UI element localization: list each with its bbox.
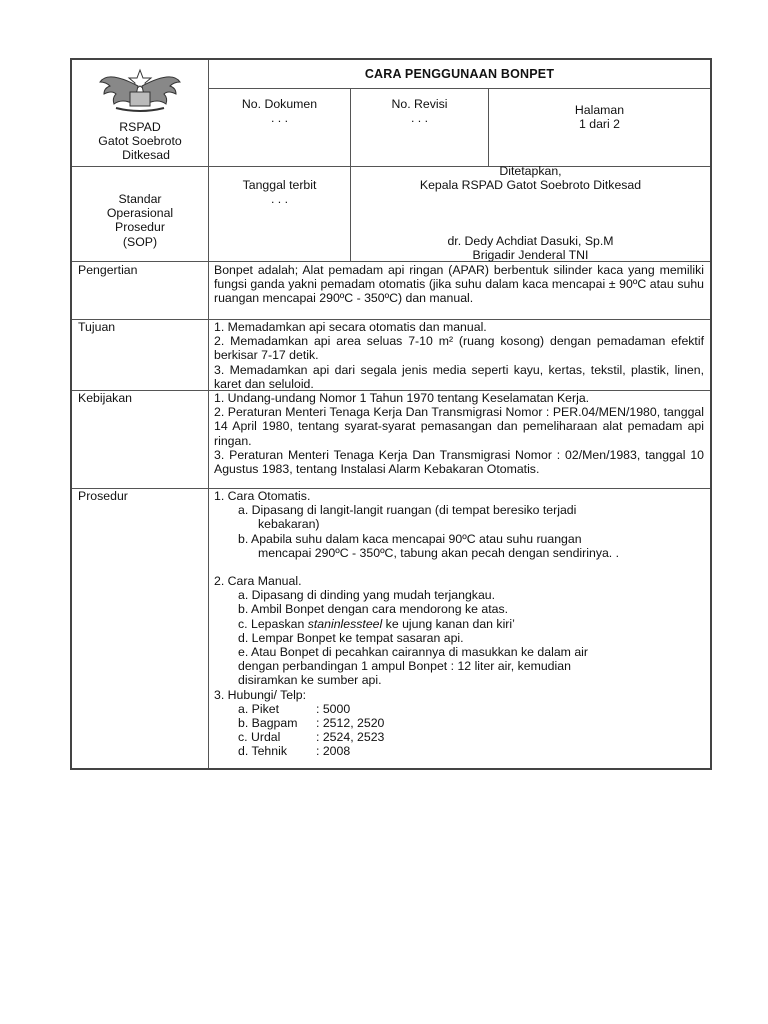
kebijakan-item: 2. Peraturan Menteri Tenaga Kerja Dan Transmigrasi Nomor : PER.04/MEN/1980, tanggal 14 April 1980, tentang syarat-syarat pemasangan dan pemeliharaan alat pemadam api ringan. [214,405,704,448]
tujuan-item: 3. Memadamkan api dari segala jenis media seperti kayu, kertas, tekstil, plastik, linen, karet dan seluloid. [214,362,704,391]
issued-date-label: Tanggal terbit [242,178,317,192]
org-name: RSPAD [119,120,161,134]
doc-number-cell [209,97,350,125]
org-name-line3: Ditkesad [122,148,170,163]
tujuan-label: Tujuan [78,320,116,334]
issued-date-value: . . . [270,192,289,207]
doc-number-label: No. Dokumen [241,97,318,111]
tujuan-list [214,320,704,391]
contact-row [214,702,704,716]
sop-line4: (SOP) [122,234,158,249]
tujuan-item: 1. Memadamkan api secara otomatis dan manual. [214,320,487,334]
signer-rank: Brigadir Jenderal TNI [472,248,589,263]
approval-cell [351,164,710,192]
contact-value: : 2008 [316,744,351,759]
manual-heading: 2. Cara Manual. [214,574,302,589]
contact-row [214,730,704,744]
revision-cell [351,97,488,125]
manual-step-a: a. Dipasang di dinding yang mudah terjangkau. [238,588,496,603]
kebijakan-list [214,391,704,476]
pengertian-label: Pengertian [78,263,138,277]
page-cell [489,103,710,131]
pengertian-text: Bonpet adalah; Alat pemadam api ringan (APAR) berbentuk silinder kaca yang memiliki fungsi ganda yakni pemadam otomatis (jika suhu dalam kaca mencapai ± 90ºC atau suhu ruangan mencapai 290ºC - 350ºC) dan manual. [214,263,704,306]
signer-block [351,234,710,262]
sop-line2: Operasional [106,206,174,221]
approved-label: Ditetapkan, [499,164,562,178]
kebijakan-item: 1. Undang-undang Nomor 1 Tahun 1970 tentang Keselamatan Kerja. [214,391,590,405]
document-title: CARA PENGGUNAAN BONPET [364,67,555,81]
approved-title: Kepala RSPAD Gatot Soebroto Ditkesad [419,178,642,193]
issued-date-cell [209,178,350,206]
signer-name: dr. Dedy Achdiat Dasuki, Sp.M [447,234,614,248]
auto-step-b: b. Apabila suhu dalam kaca mencapai 90ºC atau suhu ruangan [238,531,582,546]
auto-step-b-cont: mencapai 290ºC - 350ºC, tabung akan pecah dengan sendirinya. . [258,545,620,560]
sop-document-table [70,58,712,770]
manual-step-b: b. Ambil Bonpet dengan cara mendorong ke atas. [238,602,509,617]
contact-key: d. Tehnik [238,744,287,759]
manual-step-c-pre: c. Lepaskan [238,616,308,631]
auto-step-a-cont: kebakaran) [258,517,320,532]
contact-value: : 2524, 2523 [316,730,385,745]
manual-step-e: e. Atau Bonpet di pecahkan cairannya di masukkan ke dalam air [238,645,588,660]
contact-row [214,716,704,730]
kebijakan-item: 3. Peraturan Menteri Tenaga Kerja Dan Transmigrasi Nomor : 02/Men/1983, tanggal 10 Agustus 1983, tentang Instalasi Alarm Kebakaran Otomatis. [214,447,704,477]
org-name-line2: Gatot Soebroto [98,134,182,149]
tujuan-item: 2. Memadamkan api area seluas 7-10 m² (ruang kosong) dengan pemadaman efektif berkisar 7-17 detik. [214,334,704,363]
prosedur-label: Prosedur [78,489,128,503]
prosedur-content [214,489,704,759]
manual-step-c-term: staninlessteel [307,616,383,631]
manual-step-c-post: ke ujung kanan dan kiri’ [382,616,515,631]
sop-label-block [72,192,208,249]
revision-label: No. Revisi [391,97,448,111]
auto-heading: 1. Cara Otomatis. [214,489,311,503]
doc-number-value: . . . [270,111,289,126]
contact-row [214,744,704,758]
rspad-emblem-icon [96,64,184,114]
contact-value: : 2512, 2520 [316,716,385,731]
contact-heading: 3. Hubungi/ Telp: [214,687,307,702]
contact-key: a. Piket [238,701,280,716]
sop-line1: Standar [118,192,162,206]
sop-line3: Prosedur [115,220,165,235]
contact-key: b. Bagpam [238,716,298,731]
auto-step-a: a. Dipasang di langit-langit ruangan (di tempat beresiko terjadi [238,503,577,518]
kebijakan-label: Kebijakan [78,391,133,405]
org-name-block [72,120,208,163]
manual-step-e-cont: dengan perbandingan 1 ampul Bonpet : 12 liter air, kemudian [238,659,571,674]
row-divider [208,88,710,89]
manual-step-e-cont: disiramkan ke sumber api. [238,673,382,688]
contact-value: : 5000 [316,701,351,716]
manual-step-c [214,617,704,631]
spacer [214,560,704,574]
contact-key: c. Urdal [238,730,281,745]
page-value: 1 dari 2 [578,117,621,132]
manual-step-d: d. Lempar Bonpet ke tempat sasaran api. [238,630,464,645]
revision-value: . . . [410,111,429,126]
page-label: Halaman [574,103,625,117]
